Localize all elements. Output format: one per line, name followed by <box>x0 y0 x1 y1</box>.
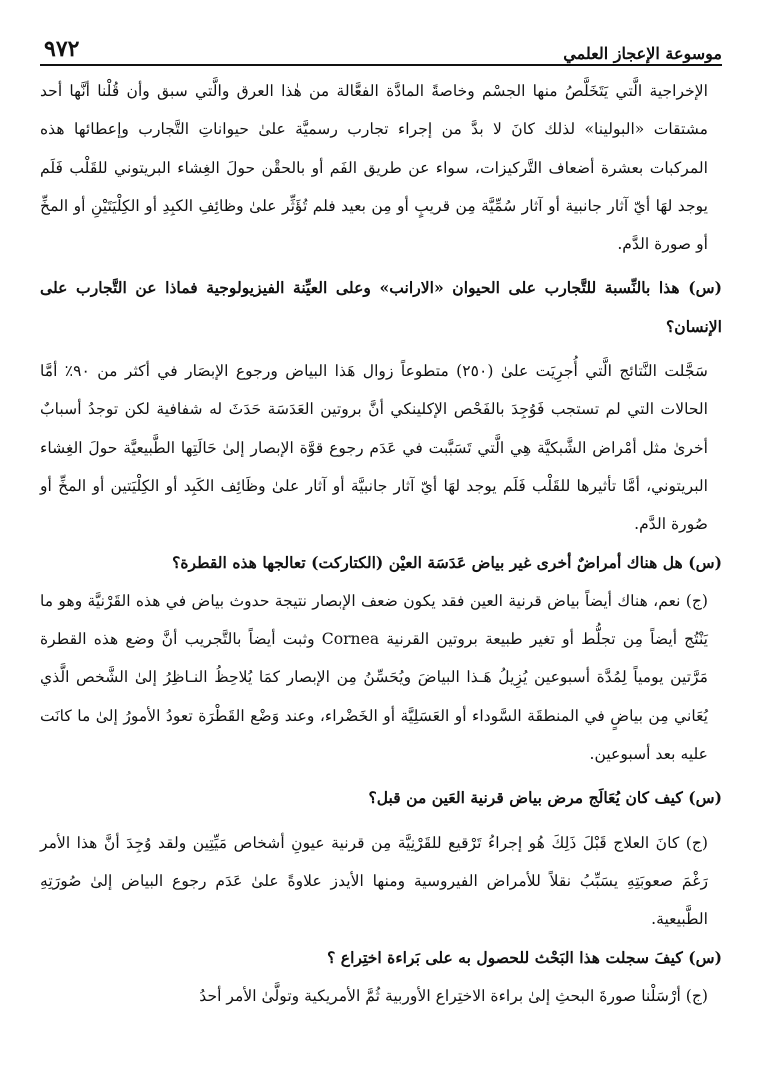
page-header <box>40 34 722 64</box>
header-rule <box>40 64 722 66</box>
question-paragraph: (س) هل هناك أمراضٌ أخرى غير بياض عَدَسَة العيْن (الكتاركت) تعالجها هذه القطرة؟ <box>172 552 722 572</box>
answer-paragraph: (ج) نعم، هناك أيضاً بياض قرنية العين فقد يكون ضعف الإبصار نتيجة حدوث بياض في هذه القَرْنيَّة وهو ما يَنْتُج أيضاً مِن تجلُّط أو تغير طبيعة بروتين القرنية Cornea وثبت أيضاً بالتَّجريب أنَّ وضع هذه القطرة مَرَّتين يومياً لِمُدَّة أسبوعين يُزِيلُ هَـذا البياضَ ويُحَسِّنُ مِن الإبصار كمَا يُلاحِظُ النـاظِرُ إلىٰ الشَّخص الَّذي يُعَاني مِن بياضٍ في المنطقَة السَّوداء أو العَسَلِيَّة أو الخَضْراء، وعند وَضْع القَطْرَة تعودُ الأمورُ إلىٰ ما كانَت عليه بعد أسبوعين. <box>40 591 708 764</box>
body-paragraph: سَجَّلت النَّتائج الَّتي أُجرِيَت علىٰ (٢٥٠) متطوعاً زوال هَذا البياض ورجوع الإبصَار في أكثر من ٩٠٪ أمَّا الحالات التي لم تستجب فَوُجِدَ بالفَحْص الإكلينكي أنَّ بروتين العَدَسَة حَدَثَ له شفافية لكن توجدُ أسبابٌ أخرىٰ مثل أمْراض الشَّبكيَّة هِي الَّتي تَسَبَّبت في عَدَم رجوع قوَّة الإبصار إلىٰ حَالَتِها الطَّبيعيَّة حولَ الغِشاء البريتوني، أمَّا تأثيرها للقَلْب فَلَم يوجد لهَا أيّ آثار جانبيَّة أو آثار علىٰ وظَائِف الكَبِد أو الكِلْيَتين أو المخِّ أو صُورة الدَّم. <box>40 362 708 534</box>
page-number: ٩٧٢ <box>44 36 80 62</box>
question-paragraph: (س) كيف كان يُعَالَج مرض بياض قرنية العَين من قبل؟ <box>368 788 722 808</box>
question-paragraph: (س) كيفَ سجلت هذا البَحْث للحصول به على بَراءة اختِراع ؟ <box>327 947 722 967</box>
answer-paragraph: (ج) كانَ العلاج قَبْلَ ذَلِكَ هُو إجراءُ تَرْقيع للقَرْنِيَّة مِن قرنية عيونِ أشخاص مَيِّتِين ولقد وُجِدَ أنَّ هذا الأمر رَغْمَ صعوبَتِهِ يسَبِّبُ نقلاً للأمراض الفيروسية ومنها الأيدز علاوةً علىٰ عَدَم رجوع البياض إلىٰ صُورَتِهِ الطَّبيعية. <box>40 833 708 929</box>
page-body <box>40 72 722 1015</box>
body-paragraph: الإخراجية الَّتي يَتَخَلَّصُ منها الجسْم وخاصةً المادَّة الفعَّالة من هٰذا العرق والَّتي سبق وأن قُلْنا أنَّها أحد مشتقات «البولينا» لذلك كانَ لا بدَّ من إجراء تجارب رسميَّة علىٰ حيواناتِ التَّجارب وإعطائها هذه المركبات بعشرة أضعاف التَّركيزات، سواء عن طريق الفَم أو بالحقْن حولَ الغِشاء البريتوني للقَلْب فَلَم يوجد لهَا أيّ آثار جانبية أو آثار سُمِّيَّة مِن قريبٍ أو مِن بعيد فلم تُؤَثِّر علىٰ وظائِفِ الكبِدِ أو الكِلْيَتَيْنِ أو المخِّ أو صورة الدَّم. <box>40 82 708 254</box>
question-paragraph: (س) هذا بالنِّسبة للتَّجارب على الحيوان «الارانب» وعلى العيِّنة الفيزيولوجية فماذا عن التَّجارب على الإنسان؟ <box>40 278 722 336</box>
running-title: موسوعة الإعجاز العلمي <box>563 44 722 63</box>
answer-paragraph: (ج) أرْسَلْنا صورةَ البحثِ إلىٰ براءة الاختِراع الأوربية ثُمَّ الأمريكية وتولَّىٰ الأمر أحدُ <box>199 986 708 1005</box>
